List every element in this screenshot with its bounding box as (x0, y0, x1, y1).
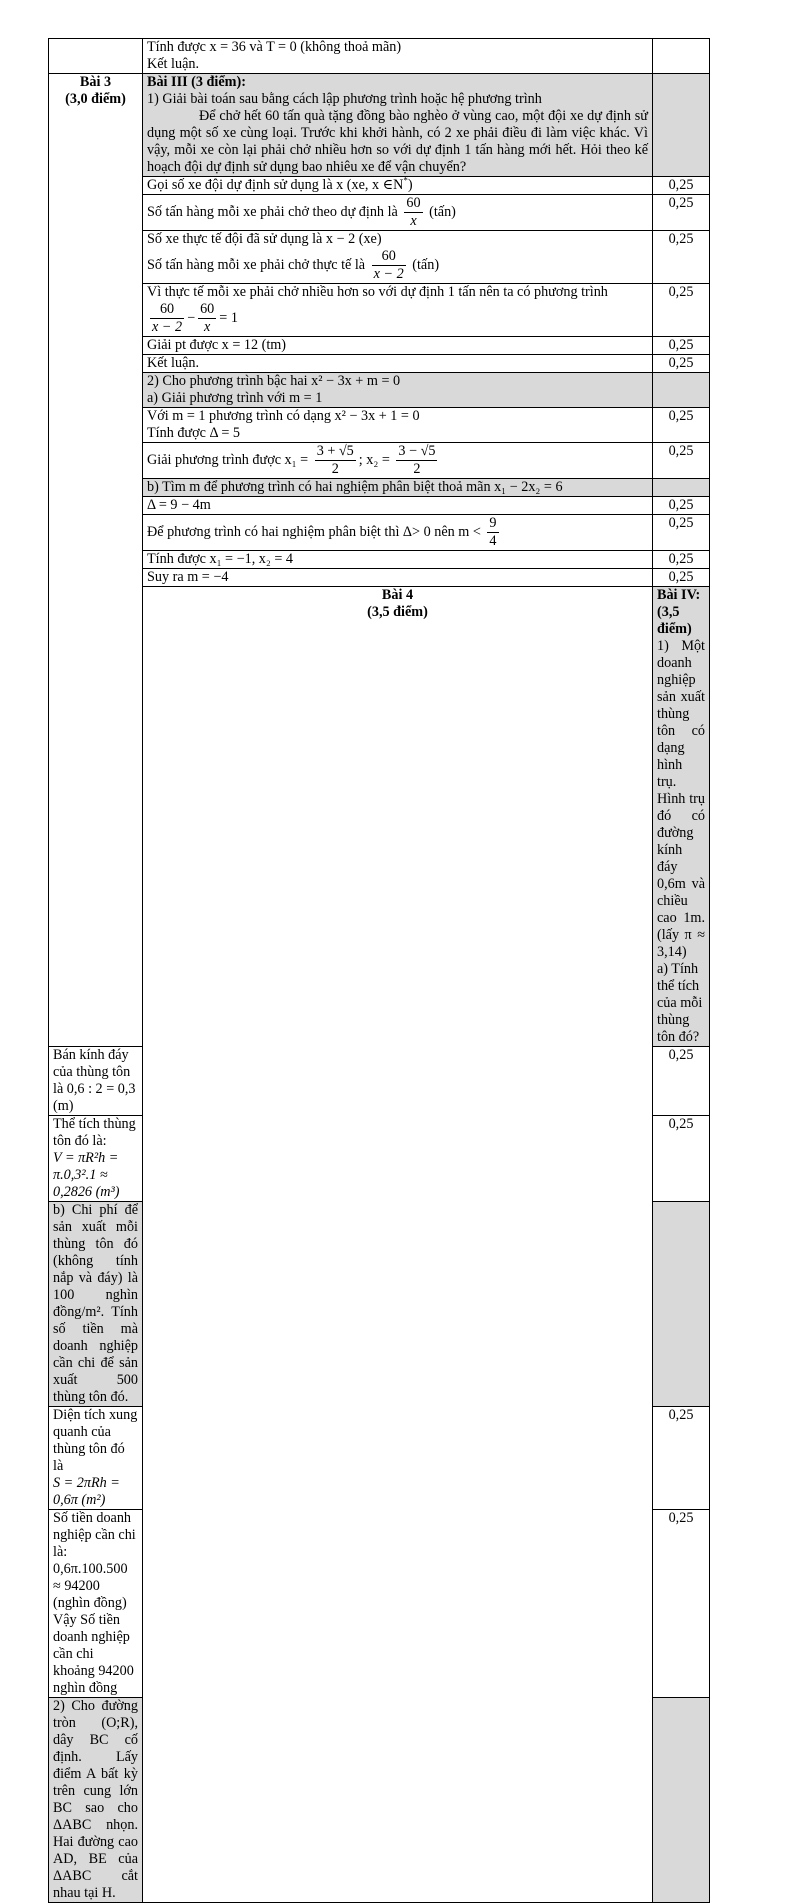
score: 0,25 (653, 1116, 710, 1202)
fraction: $\frac{60}{x - 2}$ (152, 301, 183, 335)
score: 0,25 (653, 284, 710, 337)
score: 0,25 (653, 443, 710, 479)
table-row: Bán kính đáy của thùng tôn là 0,6 : 2 = 0,3 (m) 0,25 (49, 1047, 710, 1116)
table-row: Kết luận. 0,25 (49, 355, 710, 373)
table-row: b) Tìm m để phương trình có hai nghiệm phân biệt thoả mãn x₁ − 2x₂ = 6 (49, 479, 710, 497)
table-row: Số xe thực tế đội đã sử dụng là x − 2 (xe) Số tấn hàng mỗi xe phải chở thực tế là $\frac{60}{x - 2}$ (tấn) 0,25 (49, 231, 710, 284)
question-statement: Bài III (3 điểm): 1) Giải bài toán sau bằng cách lập phương trình hoặc hệ phương trình Để chở hết 60 tấn quà tặng đồng bào nghèo ở vùng cao, một đội xe dự định sử dụng một số xe cùng loại. Trước khi khởi hành, có 2 xe phải điều đi làm việc khác. Vì vậy, mỗi xe còn lại phải chở nhiều hơn so với dự định 1 tấn hàng mới hết. Hỏi theo kế hoạch đội dự định sử dụng bao nhiêu xe để vận chuyển? (143, 74, 653, 177)
score: 0,25 (653, 569, 710, 587)
score: 0,25 (653, 195, 710, 231)
score: 0,25 (653, 177, 710, 195)
table-row: Để phương trình có hai nghiệm phân biệt thì Δ> 0 nên m < $\frac{9}{4}$ 0,25 (49, 515, 710, 551)
fraction: $\frac{3 - √5}{2}$ (398, 443, 436, 477)
table-row: Tính được x₁ = −1, x₂ = 4 0,25 (49, 551, 710, 569)
table-row: 2) Cho đường tròn (O;R), dây BC cố định. Lấy điểm A bất kỳ trên cung lớn BC sao cho ΔABC nhọn. Hai đường cao AD, BE của ΔABC cắt nhau tại H. (49, 1698, 710, 1903)
fraction: $\frac{9}{4}$ (489, 515, 497, 549)
fraction: $\frac{60}{x - 2}$ (373, 248, 404, 282)
score: 0,25 (653, 408, 710, 443)
table-row: Gọi số xe đội dự định sử dụng là x (xe, x ∈N*) 0,25 (49, 177, 710, 195)
score: 0,25 (653, 1047, 710, 1116)
table-row: Số tấn hàng mỗi xe phải chở theo dự định là $\frac{60}{x}$ (tấn) 0,25 (49, 195, 710, 231)
text-line: Kết luận. (147, 56, 200, 72)
table-row: Giải phương trình được x₁ = $\frac{3 + √5}{2}$ ; x₂ = $\frac{3 - √5}{2}$ 0,25 (49, 443, 710, 479)
table-row: b) Chi phí để sản xuất mỗi thùng tôn đó (không tính nắp và đáy) là 100 nghìn đồng/m². Tính số tiền mà doanh nghiệp cần chi để sản xuất 500 thùng tôn đó. (49, 1202, 710, 1407)
table-row: Diện tích xung quanh của thùng tôn đó là S = 2πRh = 0,6π (m²) 0,25 (49, 1407, 710, 1510)
score: 0,25 (653, 497, 710, 515)
table-row: Δ = 9 − 4m 0,25 (49, 497, 710, 515)
table-row: Với m = 1 phương trình có dạng x² − 3x + 1 = 0 Tính được Δ = 5 0,25 (49, 408, 710, 443)
table-row: Giải pt được x = 12 (tm) 0,25 (49, 337, 710, 355)
table-row (49, 74, 710, 177)
fraction: $\frac{60}{x}$ (406, 195, 421, 229)
question-label: Bài 4 (3,5 điểm) (143, 587, 653, 1903)
score: 0,25 (653, 1407, 710, 1510)
table-row: Vì thực tế mỗi xe phải chở nhiều hơn so với dự định 1 tấn nên ta có phương trình $\frac{60}{x - 2}$ − $\frac{60}{x}$ = 1 0,25 (49, 284, 710, 337)
question-statement: Bài IV: (3,5 điểm) 1) Một doanh nghiệp sản xuất thùng tôn có dạng hình trụ. Hình trụ đó có đường kính đáy 0,6m và chiều cao 1m. (lấy π ≈ 3,14) a) Tính thể tích của mỗi thùng tôn đó? (653, 587, 710, 1047)
answer-table (48, 38, 710, 1903)
score: 0,25 (653, 337, 710, 355)
table-row: Thể tích thùng tôn đó là: V = πR²h = π.0,3².1 ≈ 0,2826 (m³) 0,25 (49, 1116, 710, 1202)
table-row: Suy ra m = −4 0,25 (49, 569, 710, 587)
score: 0,25 (653, 231, 710, 284)
table-row (49, 587, 710, 1047)
score: 0,25 (653, 515, 710, 551)
table-row: Số tiền doanh nghiệp cần chi là: 0,6π.100.500 ≈ 94200 (nghìn đồng) Vậy Số tiền doanh nghiệp cần chi khoảng 94200 nghìn đồng 0,25 (49, 1510, 710, 1698)
problem-text: Để chở hết 60 tấn quà tặng đồng bào nghèo ở vùng cao, một đội xe dự định sử dụng một số xe cùng loại. Trước khi khởi hành, có 2 xe phải điều đi làm việc khác. Vì vậy, mỗi xe còn lại phải chở nhiều hơn so với dự định 1 tấn hàng mới hết. Hỏi theo kế hoạch đội dự định sử dụng bao nhiêu xe để vận chuyển? (147, 108, 648, 175)
score: 0,25 (653, 355, 710, 373)
score: 0,25 (653, 551, 710, 569)
table-row: 2) Cho phương trình bậc hai x² − 3x + m = 0 a) Giải phương trình với m = 1 (49, 373, 710, 408)
text-line: Tính được x = 36 và T = 0 (không thoả mãn) (147, 39, 402, 55)
score: 0,25 (653, 1510, 710, 1698)
question-label: Bài 3 (3,0 điểm) (49, 74, 143, 1047)
table-row (49, 39, 710, 74)
fraction: $\frac{60}{x}$ (200, 301, 215, 335)
fraction: $\frac{3 + √5}{2}$ (316, 443, 354, 477)
